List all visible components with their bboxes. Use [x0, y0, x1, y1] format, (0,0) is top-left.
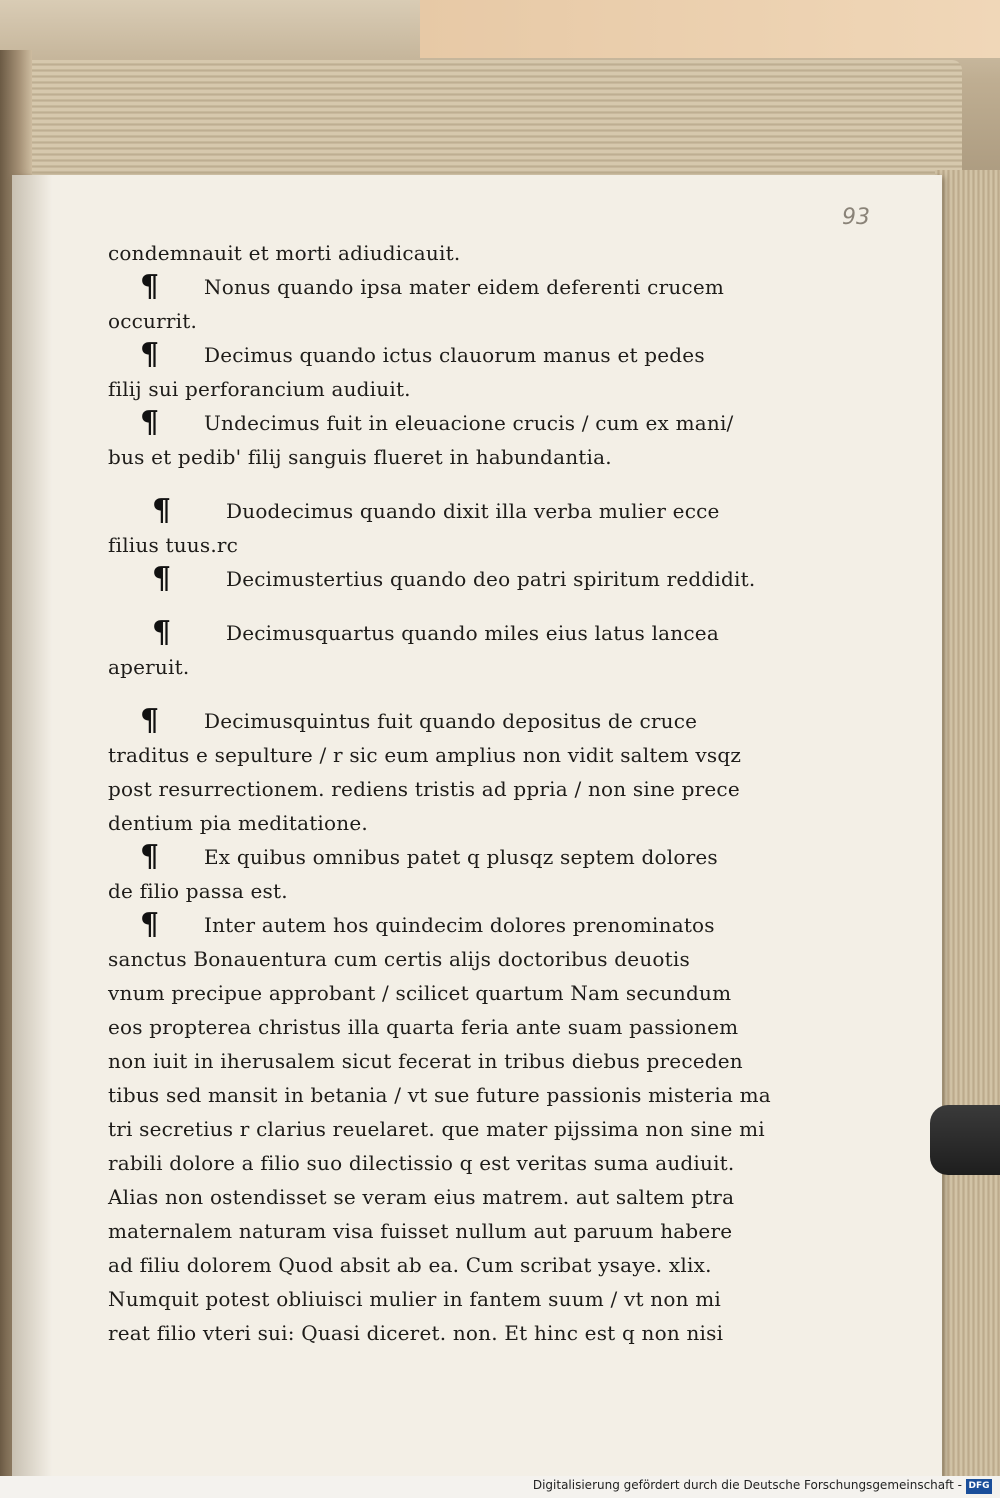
text-line — [108, 1044, 768, 1078]
book-cover-board — [420, 0, 1000, 58]
text-line — [108, 372, 768, 406]
line-text: Numquit potest obliuisci mulier in fantem suum / vt non mi — [108, 1287, 722, 1311]
footer-bar — [0, 1476, 1000, 1498]
text-line — [108, 976, 768, 1010]
text-line — [108, 616, 768, 650]
line-text: Nonus quando ipsa mater eidem deferenti crucem — [204, 275, 725, 299]
line-text: Decimustertius quando deo patri spiritum reddidit. — [226, 567, 756, 591]
footer-credit: Digitalisierung gefördert durch die Deutsche Forschungsgemeinschaft - — [532, 1478, 962, 1492]
text-line — [108, 528, 768, 562]
page-clip — [930, 1105, 1000, 1175]
line-text: dentium pia meditatione. — [108, 811, 368, 835]
line-text: Decimusquartus quando miles eius latus lancea — [226, 621, 719, 645]
text-line — [108, 908, 768, 942]
line-text: Undecimus fuit in eleuacione crucis / cum ex mani/ — [204, 411, 734, 435]
text-line — [108, 440, 768, 474]
text-line — [108, 1112, 768, 1146]
pilcrow-mark: ¶ — [152, 493, 172, 528]
line-text: tibus sed mansit in betania / vt sue future passionis misteria ma — [108, 1083, 771, 1107]
line-text: post resurrectionem. rediens tristis ad ppria / non sine prece — [108, 777, 740, 801]
line-text: sanctus Bonauentura cum certis alijs doctoribus deuotis — [108, 947, 690, 971]
line-text: Ex quibus omnibus patet q plusqz septem dolores — [204, 845, 718, 869]
pilcrow-mark: ¶ — [140, 703, 160, 738]
text-line — [108, 772, 768, 806]
line-text: Alias non ostendisset se veram eius matrem. aut saltem ptra — [108, 1185, 735, 1209]
pilcrow-mark: ¶ — [140, 337, 160, 372]
line-text: Inter autem hos quindecim dolores prenominatos — [204, 913, 715, 937]
text-line — [108, 236, 768, 270]
text-line — [108, 738, 768, 772]
pilcrow-mark: ¶ — [152, 615, 172, 650]
pilcrow-mark: ¶ — [140, 269, 160, 304]
text-line — [108, 1248, 768, 1282]
text-line — [108, 494, 768, 528]
text-line — [108, 806, 768, 840]
line-text: non iuit in iherusalem sicut fecerat in tribus diebus preceden — [108, 1049, 743, 1073]
pilcrow-mark: ¶ — [152, 561, 172, 596]
line-text: maternalem naturam visa fuisset nullum aut paruum habere — [108, 1219, 733, 1243]
text-line — [108, 304, 768, 338]
dfg-logo: DFG — [966, 1479, 992, 1494]
line-text: reat filio vteri sui: Quasi diceret. non. Et hinc est q non nisi — [108, 1321, 724, 1345]
line-text: filius tuus.rc — [108, 533, 239, 557]
page-stack-side — [935, 170, 1000, 1498]
text-line — [108, 1180, 768, 1214]
line-text: filij sui perforancium audiuit. — [108, 377, 411, 401]
pilcrow-mark: ¶ — [140, 839, 160, 874]
line-text: de filio passa est. — [108, 879, 288, 903]
text-line — [108, 338, 768, 372]
line-text: Duodecimus quando dixit illa verba mulier ecce — [226, 499, 720, 523]
text-line — [108, 1214, 768, 1248]
line-text: occurrit. — [108, 309, 198, 333]
page-stack-top — [22, 60, 962, 185]
text-line — [108, 1316, 768, 1350]
text-line — [108, 406, 768, 440]
line-text: traditus e sepulture / r sic eum amplius non vidit saltem vsqz — [108, 743, 742, 767]
line-text: condemnauit et morti adiudicauit. — [108, 241, 461, 265]
folio-number: 93 — [842, 205, 870, 230]
line-text: ad filiu dolorem Quod absit ab ea. Cum scribat ysaye. xlix. — [108, 1253, 712, 1277]
text-line — [108, 1146, 768, 1180]
text-line — [108, 942, 768, 976]
text-line — [108, 874, 768, 908]
line-text: bus et pedib' filij sanguis flueret in habundantia. — [108, 445, 612, 469]
text-line — [108, 650, 768, 684]
text-line — [108, 840, 768, 874]
line-text: rabili dolore a filio suo dilectissio q est veritas suma audiuit. — [108, 1151, 735, 1175]
pilcrow-mark: ¶ — [140, 405, 160, 440]
line-text: eos propterea christus illa quarta feria ante suam passionem — [108, 1015, 739, 1039]
line-text: tri secretius r clarius reuelaret. que mater pijssima non sine mi — [108, 1117, 765, 1141]
text-line — [108, 1010, 768, 1044]
text-line — [108, 1282, 768, 1316]
line-text: vnum precipue approbant / scilicet quartum Nam secundum — [108, 981, 732, 1005]
page-text — [108, 236, 771, 1350]
pilcrow-mark: ¶ — [140, 907, 160, 942]
text-line — [108, 270, 768, 304]
line-text: aperuit. — [108, 655, 190, 679]
text-line — [108, 704, 768, 738]
text-line — [108, 1078, 771, 1112]
text-line — [108, 562, 768, 596]
line-text: Decimus quando ictus clauorum manus et pedes — [204, 343, 705, 367]
line-text: Decimusquintus fuit quando depositus de cruce — [204, 709, 698, 733]
